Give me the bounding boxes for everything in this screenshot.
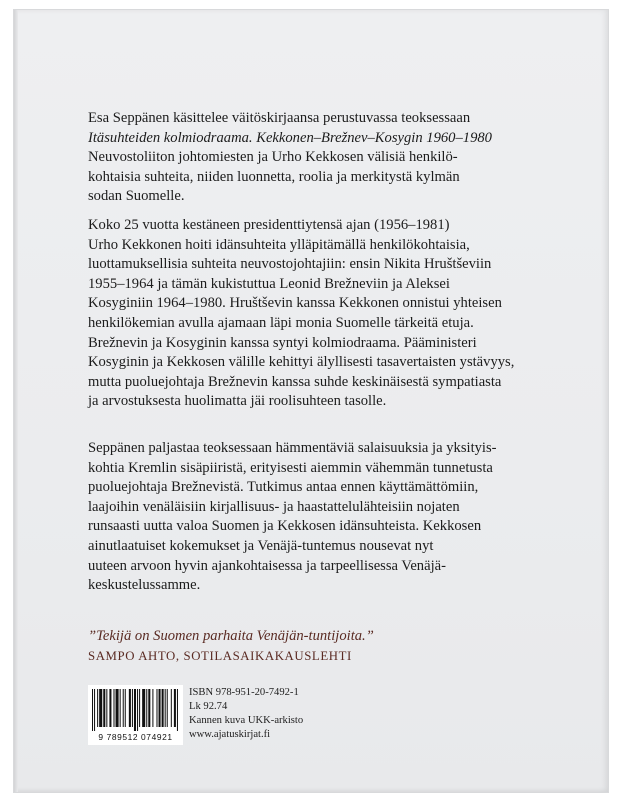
blurb-line: mutta puoluejohtaja Brežnevin kanssa suhde keskinäisestä sympatiasta xyxy=(88,373,502,390)
cover-credit: Kannen kuva UKK-arkisto xyxy=(189,715,304,726)
blurb-line: ja arvostuksesta huolimatta jäi roolisuhteen tasolle. xyxy=(88,393,387,410)
blurb-line: Neuvostoliiton johtomiesten ja Urho Kekkosen välisiä henkilö- xyxy=(88,149,458,166)
blurb-line: laajoihin venäläisiin kirjallisuus- ja haastattelulähteisiin nojaten xyxy=(88,498,460,515)
barcode-digits: 9 789512 074921 xyxy=(98,732,173,742)
barcode-bar xyxy=(156,689,157,727)
blurb-line: sodan Suomelle. xyxy=(88,188,185,205)
isbn: ISBN 978-951-20-7492-1 xyxy=(189,687,299,698)
blurb-paragraph-1 xyxy=(88,109,558,207)
publication-info xyxy=(189,686,303,742)
barcode-bars xyxy=(92,689,179,731)
quote-text: ”Tekijä on Suomen parhaita Venäjän-tuntijoita.” xyxy=(88,628,374,644)
blurb-line: Urho Kekkonen hoiti idänsuhteita ylläpitämällä henkilökohtaisia, xyxy=(88,236,470,253)
barcode-bar xyxy=(94,689,95,731)
book-title-line: Itäsuhteiden kolmiodraama. Kekkonen–Brežnev–Kosygin 1960–1980 xyxy=(88,129,492,146)
blurb-line: kohtaisia suhteita, niiden luonnetta, roolia ja merkitystä kylmän xyxy=(88,168,460,185)
barcode-bar xyxy=(162,689,164,727)
barcode-bar xyxy=(103,689,105,727)
review-quote xyxy=(88,627,558,666)
blurb-line: runsaasti uutta valoa Suomen ja Kekkosen idänsuhteista. Kekkosen xyxy=(88,518,482,535)
blurb-line: luottamuksellisia suhteita neuvostojohtajiin: ensin Nikita Hruštševiin xyxy=(88,256,492,273)
barcode-bar xyxy=(171,689,172,727)
barcode-bar xyxy=(97,689,98,727)
barcode-bar xyxy=(132,689,133,727)
library-class: Lk 92.74 xyxy=(189,701,228,712)
barcode-bar xyxy=(148,689,150,727)
blurb-line: puoluejohtaja Brežnevistä. Tutkimus antaa ennen käyttämättömiin, xyxy=(88,479,479,496)
spine-edge xyxy=(14,10,18,792)
barcode-bar xyxy=(174,689,176,727)
blurb-line: Koko 25 vuotta kestäneen presidenttiytensä ajan (1956–1981) xyxy=(88,217,450,233)
blurb-line: kohtia Kremlin sisäpiiristä, erityisesti aiemmin vähemmän tunnetusta xyxy=(88,459,493,476)
blurb-line: ainutlaatuiset kokemukset ja Venäjä-tuntemus nousevat nyt xyxy=(88,537,434,554)
blurb-line: Kosyginiin 1964–1980. Hruštševin kanssa Kekkonen onnistui yhteisen xyxy=(88,295,502,312)
blurb-paragraph-2 xyxy=(88,216,558,412)
barcode-bar xyxy=(167,689,168,727)
blurb-line: keskustelussamme. xyxy=(88,577,201,594)
barcode-bar xyxy=(177,689,178,731)
barcode-bar xyxy=(142,689,145,727)
barcode-bar xyxy=(152,689,153,727)
barcode-bar xyxy=(139,689,140,727)
barcode-bar xyxy=(125,689,126,727)
barcode xyxy=(88,685,183,745)
blurb-line: 1955–1964 ja tämän kukistuttua Leonid Brežneviin ja Aleksei xyxy=(88,275,450,292)
barcode-bar xyxy=(109,689,111,727)
barcode-bar xyxy=(99,689,102,727)
barcode-bar xyxy=(146,689,147,727)
blurb-line: Brežnevin ja Kosyginin kanssa syntyi kolmiodraama. Pääministeri xyxy=(88,334,477,351)
blurb-line: uuteen arvoon hyvin ajankohtaisessa ja tarpeellisessa Venäjä- xyxy=(88,557,446,574)
barcode-bar xyxy=(120,689,121,727)
barcode-bar xyxy=(116,689,119,727)
blurb-line: Seppänen paljastaa teoksessaan hämmentäviä salaisuuksia ja yksityis- xyxy=(88,440,497,456)
barcode-bar xyxy=(106,689,107,727)
blurb-paragraph-3 xyxy=(88,439,558,596)
blurb-line: henkilökemian avulla ajamaan läpi monia Suomelle tärkeitä etuja. xyxy=(88,314,474,331)
barcode-bar xyxy=(113,689,114,727)
quote-source: SAMPO AHTO, SOTILASAIKAKAUSLEHTI xyxy=(88,648,352,663)
barcode-bar xyxy=(134,689,136,731)
publisher-website: www.ajatuskirjat.fi xyxy=(189,729,271,740)
barcode-bar xyxy=(137,689,138,731)
barcode-bar xyxy=(165,689,166,727)
barcode-bar xyxy=(129,689,131,727)
blurb-line: Esa Seppänen käsittelee väitöskirjaansa perustuvassa teoksessaan xyxy=(88,110,471,126)
blurb-line: Kosyginin ja Kekkosen välille kehittyi älyllisesti tasavertaisten ystävyys, xyxy=(88,354,515,371)
barcode-bar xyxy=(123,689,124,727)
barcode-bar xyxy=(159,689,161,727)
barcode-bar xyxy=(92,689,93,731)
